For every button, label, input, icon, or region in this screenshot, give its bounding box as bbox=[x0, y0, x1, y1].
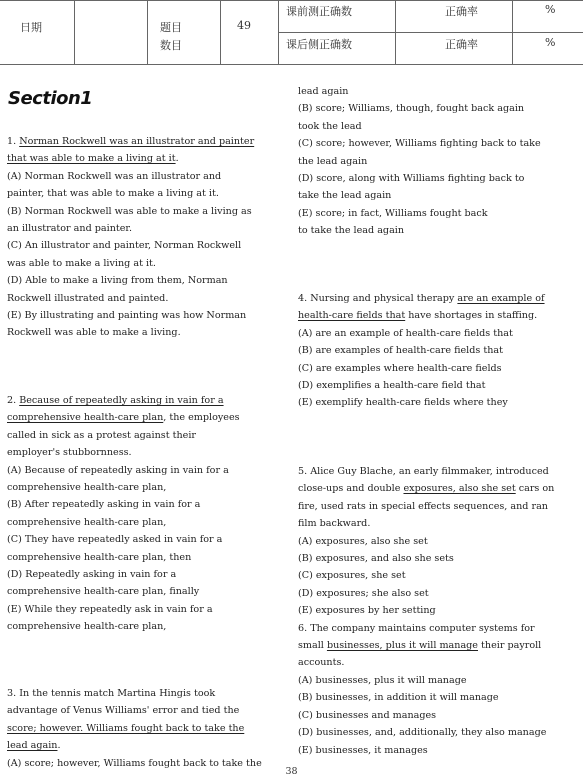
accuracy-label: 正确率 bbox=[445, 5, 478, 18]
pre-test-correct-label: 课前测正确数 bbox=[286, 5, 352, 18]
question-4 bbox=[298, 290, 550, 412]
answer-option-c: (C) They have repeatedly asked in vain for a comprehensive health-care plan, then bbox=[7, 534, 223, 563]
question-number: 1. bbox=[7, 136, 20, 147]
answer-option-c: (C) An illustrator and painter, Norman Rockwell was able to make a living at it. bbox=[7, 240, 242, 269]
answer-option-d: (D) businesses, and, additionally, they also manage bbox=[298, 727, 547, 739]
answer-option-e: (E) By illustrating and painting was how Norman Rockwell was able to make a living. bbox=[7, 310, 247, 339]
stem-suffix: have shortages in staffing. bbox=[405, 310, 538, 322]
answer-option-a: (A) Because of repeatedly asking in vain for a comprehensive health-care plan, bbox=[7, 464, 229, 494]
question-3 bbox=[7, 685, 263, 772]
question-number: 2. bbox=[7, 395, 20, 406]
answer-option-c: (C) are examples where health-care fields bbox=[298, 362, 502, 374]
answer-option-e: (E) businesses, it manages bbox=[298, 744, 428, 756]
score-table bbox=[0, 0, 583, 66]
question-stem bbox=[7, 685, 263, 755]
question-2 bbox=[7, 392, 247, 636]
answer-option-e: (E) score; in fact, Williams fought back bbox=[298, 207, 488, 219]
answer-option-e: (E) exposures by her setting bbox=[298, 605, 436, 617]
question-6 bbox=[298, 620, 558, 759]
table-col-divider bbox=[512, 0, 513, 64]
percent-sign: % bbox=[545, 36, 556, 49]
answer-option-d: (D) Able to make a living from them, Norman Rockwell illustrated and painted. bbox=[7, 275, 228, 304]
question-number: 5. Alice Guy Blache, an early filmmaker, introduced close-ups and double bbox=[298, 466, 549, 495]
count-label-line2: 数目 bbox=[160, 39, 182, 52]
answer-option-a: (A) businesses, plus it will manage bbox=[298, 674, 467, 686]
answer-option-b: (B) exposures, and also she sets bbox=[298, 553, 454, 565]
stem-suffix: . bbox=[175, 153, 179, 165]
count-label-line1: 题目 bbox=[160, 21, 182, 34]
table-border-top bbox=[0, 0, 583, 1]
answer-option-d: (D) exemplifies a health-care field that bbox=[298, 380, 486, 392]
table-col-divider bbox=[395, 0, 396, 64]
underlined-phrase: Because of repeatedly asking in vain for a comprehensive health-care plan bbox=[7, 395, 224, 424]
section-title: Section1 bbox=[8, 88, 93, 109]
table-col-divider bbox=[278, 0, 279, 64]
underlined-phrase: businesses, plus it will manage bbox=[326, 640, 478, 652]
answer-option-b: (B) businesses, in addition it will manage bbox=[298, 692, 499, 704]
answer-option-e: (E) exemplify health-care fields where they bbox=[298, 397, 508, 409]
answer-option-b: (B) score; Williams, though, fought back again took the lead bbox=[298, 103, 525, 132]
post-test-correct-label: 课后侧正确数 bbox=[286, 38, 352, 51]
question-5 bbox=[298, 463, 558, 759]
answer-option-a: (A) score; however, Williams fought back to take the bbox=[7, 757, 262, 769]
question-1 bbox=[7, 133, 259, 342]
answer-option-c: (C) exposures, she set bbox=[298, 570, 406, 582]
page-number: 38 bbox=[285, 766, 298, 777]
answer-option-a-continued: lead again bbox=[298, 86, 349, 97]
underlined-phrase: Norman Rockwell was an illustrator and painter that was able to make a living at it bbox=[7, 136, 255, 165]
question-stem bbox=[298, 620, 558, 672]
stem-suffix: cars on fire, used rats in special effects sequences, and ran film backward. bbox=[298, 483, 555, 530]
stem-suffix: . bbox=[57, 740, 61, 752]
answer-option-e: (E) While they repeatedly ask in vain for a comprehensive health-care plan, bbox=[7, 603, 213, 633]
table-col-divider bbox=[147, 0, 148, 64]
date-label: 日期 bbox=[20, 21, 42, 34]
table-col-divider bbox=[74, 0, 75, 64]
stem-suffix: , the employees called in sick as a protest against their employer's stubbornness. bbox=[7, 412, 240, 459]
table-col-divider bbox=[220, 0, 221, 64]
question-stem bbox=[7, 133, 259, 168]
answer-option-b: (B) After repeatedly asking in vain for a comprehensive health-care plan, bbox=[7, 499, 201, 528]
table-border-bottom bbox=[0, 64, 583, 65]
answer-option-c: (C) businesses and manages bbox=[298, 709, 437, 721]
question-number: 4. Nursing and physical therapy bbox=[298, 293, 458, 304]
answer-option-e-continued: to take the lead again bbox=[298, 225, 405, 237]
stem-suffix: their payroll accounts. bbox=[298, 640, 542, 669]
accuracy-label: 正确率 bbox=[445, 38, 478, 51]
underlined-phrase: exposures, also she set bbox=[403, 483, 516, 495]
underlined-phrase: score; however. Williams fought back to take the lead again bbox=[7, 722, 245, 752]
answer-option-a: (A) exposures, also she set bbox=[298, 535, 428, 547]
question-count-value: 49 bbox=[237, 19, 251, 32]
answer-option-d: (D) Repeatedly asking in vain for a comprehensive health-care plan, finally bbox=[7, 569, 200, 598]
question-stem bbox=[7, 392, 247, 462]
percent-sign: % bbox=[545, 3, 556, 16]
answer-option-b: (B) are examples of health-care fields that bbox=[298, 345, 503, 357]
question-stem bbox=[298, 290, 550, 325]
answer-option-c: (C) score; however, Williams fighting back to take the lead again bbox=[298, 138, 541, 167]
question-stem bbox=[298, 463, 558, 533]
question-number: 3. In the tennis match Martina Hingis took advantage of Venus Williams' error and tied the bbox=[7, 688, 240, 717]
answer-option-a: (A) are an example of health-care fields that bbox=[298, 327, 513, 339]
table-row-divider bbox=[278, 32, 583, 33]
underlined-phrase: are an example of health-care fields that bbox=[298, 293, 545, 322]
question-number: 6. The company maintains computer systems for small bbox=[298, 622, 535, 652]
answer-option-d: (D) exposures; she also set bbox=[298, 587, 429, 599]
answer-option-b: (B) Norman Rockwell was able to make a living as an illustrator and painter. bbox=[7, 205, 252, 235]
answer-option-d: (D) score, along with Williams fighting back to take the lead again bbox=[298, 173, 525, 202]
answer-option-a: (A) Norman Rockwell was an illustrator and painter, that was able to make a living at it. bbox=[7, 170, 222, 200]
question-3-continued bbox=[298, 83, 548, 240]
